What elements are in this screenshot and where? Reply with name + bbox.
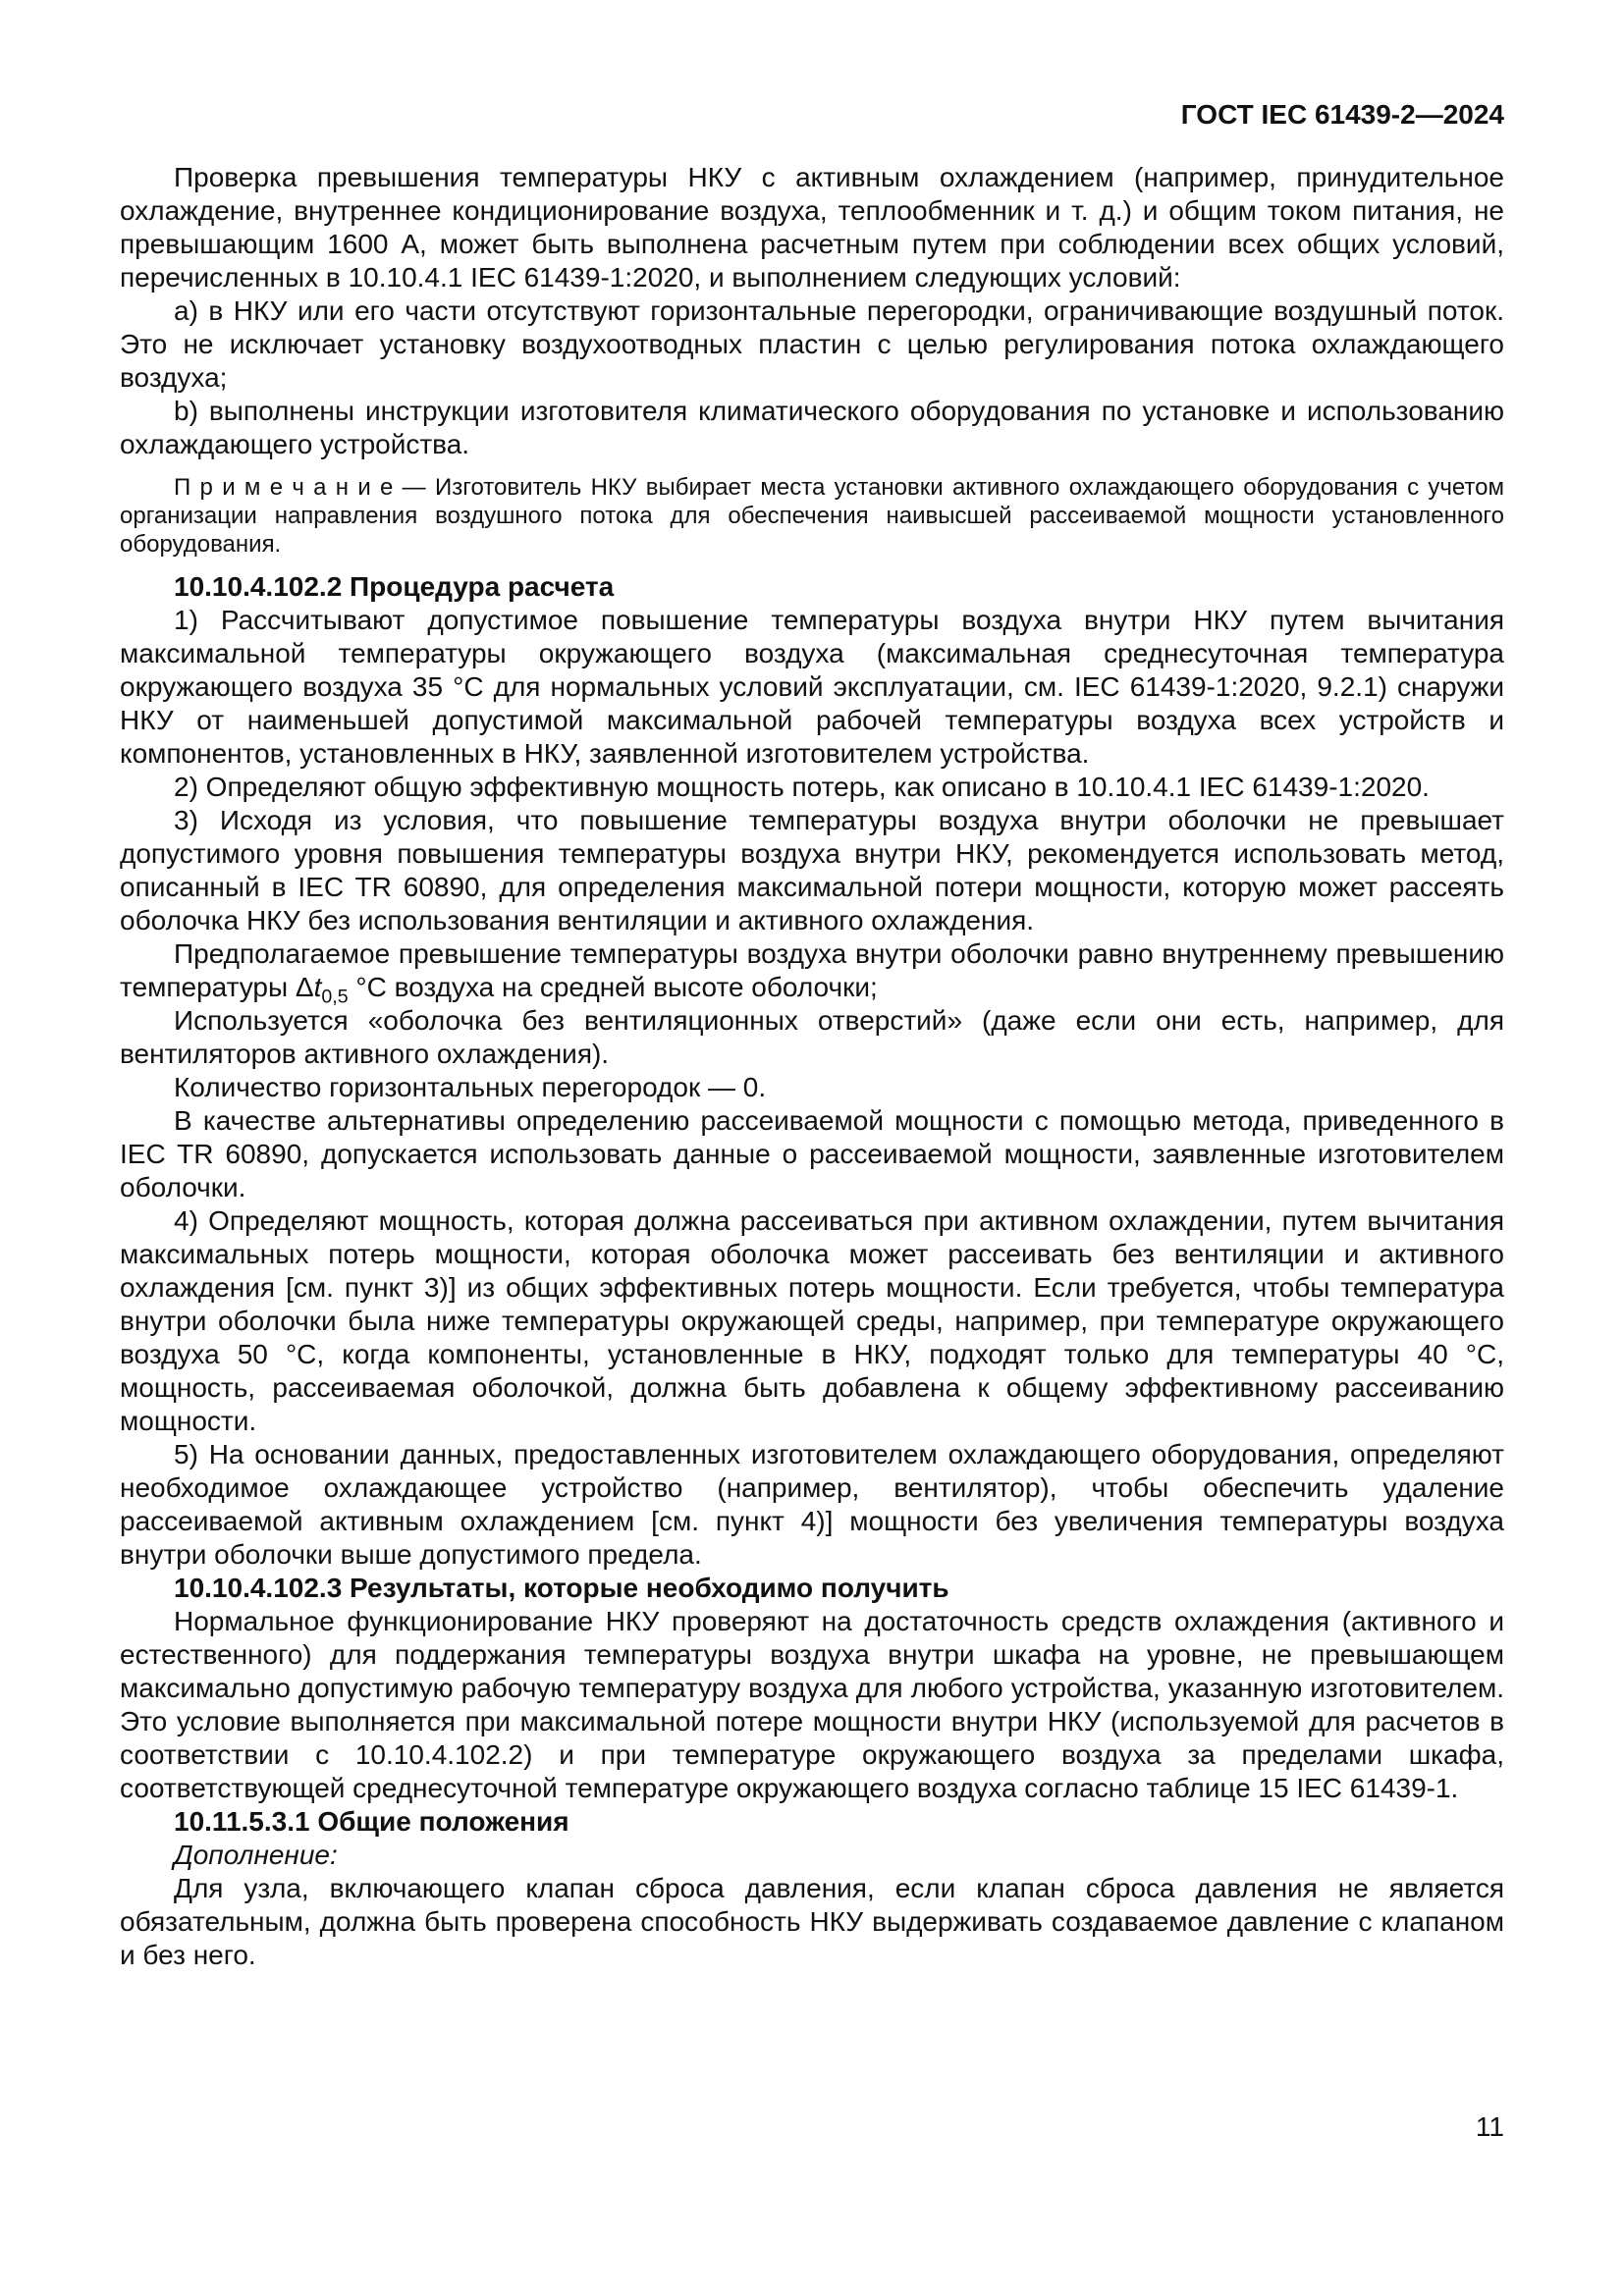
paragraph: Для узла, включающего клапан сброса давления, если клапан сброса давления не является обязательным, должна быть проверена способность НКУ выдерживать создаваемое давление с клапаном и без него. xyxy=(120,1873,1504,1970)
paragraph: a) в НКУ или его части отсутствуют горизонтальные перегородки, ограничивающие воздушный поток. Это не исключает установку воздухоотводных пластин с целью регулирования потока охлаждающего воздуха; xyxy=(120,295,1504,393)
page-number: 11 xyxy=(1475,2111,1504,2142)
clause-heading: 10.10.4.102.3 Результаты, которые необходимо получить xyxy=(174,1573,949,1603)
paragraph: 4) Определяют мощность, которая должна рассеиваться при активном охлаждении, путем вычитания максимальных потерь мощности, которая оболочка может рассеивать без вентиляции и активного охлаждения [см. пункт 3)] из общих эффективных потерь мощности. Если требуется, чтобы температура внутри оболочки была ниже температуры окружающей среды, например, при температуре окружающего воздуха 50 °С, когда компоненты, установленные в НКУ, подходят только для температуры 40 °С, мощность, рассеиваемая оболочкой, должна быть добавлена к общему эффективному рассеиванию мощности. xyxy=(120,1205,1504,1436)
paragraph: Используется «оболочка без вентиляционных отверстий» (даже если они есть, например, для вентиляторов активного охлаждения). xyxy=(120,1005,1504,1069)
document-body xyxy=(120,161,1504,1972)
paragraph: Предполагаемое превышение температуры воздуха внутри оболочки равно внутреннему превышению температуры $\Delta t_{0,5}$ °С воздуха на средней высоте оболочки; xyxy=(120,938,1504,1008)
paragraph: 2) Определяют общую эффективную мощность потерь, как описано в 10.10.4.1 IEC 61439-1:2020. xyxy=(174,772,1430,802)
paragraph: Проверка превышения температуры НКУ с активным охлаждением (например, принудительное охлаждение, внутреннее кондиционирование воздуха, теплообменник и т. д.) и общим током питания, не превышающим 1600 А, может быть выполнена расчетным путем при соблюдении всех общих условий, перечисленных в 10.10.4.1 IEC 61439-1:2020, и выполнением следующих условий: xyxy=(120,162,1504,293)
paragraph: Количество горизонтальных перегородок — 0. xyxy=(174,1072,767,1102)
clause-heading: 10.10.4.102.2 Процедура расчета xyxy=(174,571,615,602)
clause-heading: 10.11.5.3.1 Общие положения xyxy=(174,1806,569,1837)
paragraph: Дополнение: xyxy=(174,1840,338,1870)
paragraph: В качестве альтернативы определению рассеиваемой мощности с помощью метода, приведенного в IEC TR 60890, допускается использовать данные о рассеиваемой мощности, заявленные изготовителем оболочки. xyxy=(120,1105,1504,1202)
paragraph: b) выполнены инструкции изготовителя климатического оборудования по установке и использованию охлаждающего устройства. xyxy=(120,396,1504,459)
note-paragraph: П р и м е ч а н и е — Изготовитель НКУ выбирает места установки активного охлаждающего оборудования с учетом организации направления воздушного потока для обеспечения наивысшей рассеиваемой мощности установленного оборудования. xyxy=(120,474,1504,558)
running-header: ГОСТ IEC 61439-2—2024 xyxy=(1180,99,1504,130)
paragraph: 5) На основании данных, предоставленных изготовителем охлаждающего оборудования, определяют необходимое охлаждающее устройство (например, вентилятор), чтобы обеспечить удаление рассеиваемой активным охлаждением [см. пункт 4)] мощности без увеличения температуры воздуха внутри оболочки выше допустимого предела. xyxy=(120,1439,1504,1570)
paragraph: 3) Исходя из условия, что повышение температуры воздуха внутри оболочки не превышает допустимого уровня повышения температуры воздуха внутри НКУ, рекомендуется использовать метод, описанный в IEC TR 60890, для определения максимальной потери мощности, которую может рассеять оболочка НКУ без использования вентиляции и активного охлаждения. xyxy=(120,805,1504,935)
paragraph: Нормальное функционирование НКУ проверяют на достаточность средств охлаждения (активного и естественного) для поддержания температуры воздуха внутри шкафа на уровне, не превышающем максимально допустимую рабочую температуру воздуха для любого устройства, указанную изготовителем. Это условие выполняется при максимальной потере мощности внутри НКУ (используемой для расчетов в соответствии с 10.10.4.102.2) и при температуре окружающего воздуха за пределами шкафа, соответствующей среднесуточной температуре окружающего воздуха согласно таблице 15 IEC 61439-1. xyxy=(120,1606,1504,1803)
paragraph: 1) Рассчитывают допустимое повышение температуры воздуха внутри НКУ путем вычитания максимальной температуры окружающего воздуха (максимальная среднесуточная температура окружающего воздуха 35 °С для нормальных условий эксплуатации, см. IEC 61439-1:2020, 9.2.1) снаружи НКУ от наименьшей допустимой максимальной рабочей температуры воздуха всех устройств и компонентов, установленных в НКУ, заявленной изготовителем устройства. xyxy=(120,605,1504,769)
